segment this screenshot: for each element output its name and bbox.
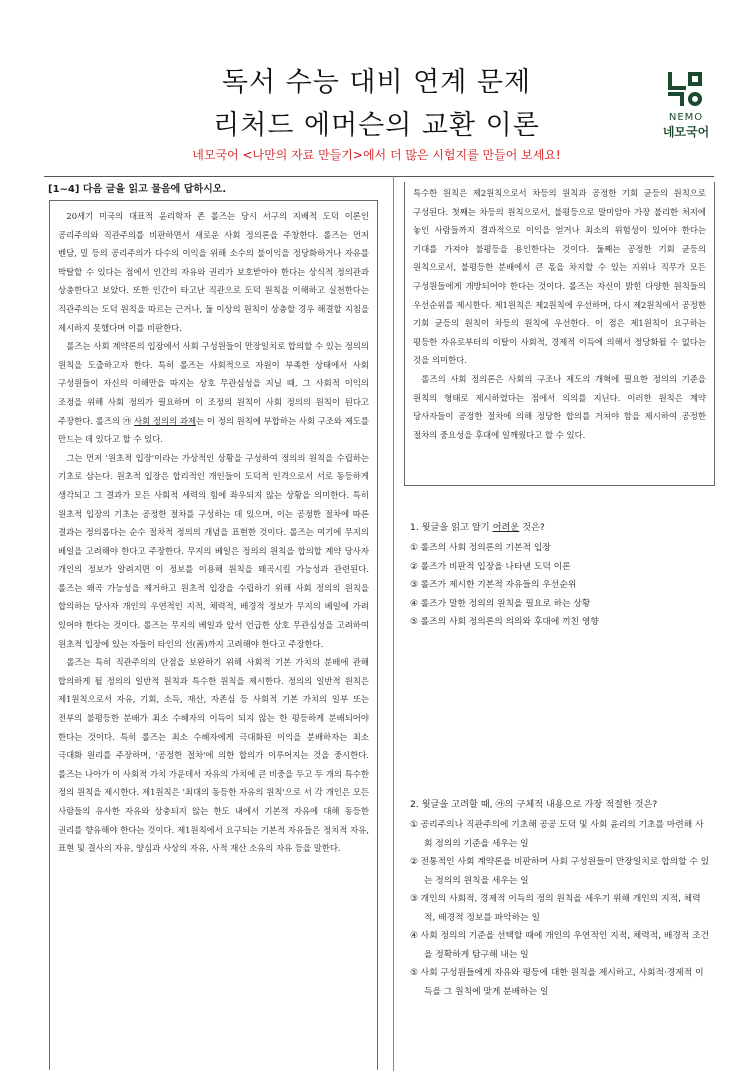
question-1-option-2[interactable]: ② 롤즈가 비판적 입장을 나타낸 도덕 이론 [410,561,571,572]
question-2-option-1[interactable]: ① 공리주의나 직관주의에 기초해 공공 도덕 및 사회 윤리의 기초를 마련해 사회 정의의 기준을 세우는 일 [410,820,704,849]
nemo-logo [654,70,718,140]
question-1-option-4[interactable]: ④ 롤즈가 말한 정의의 원칙을 필요로 하는 상황 [410,598,591,609]
question-2-option-4[interactable]: ④ 사회 정의의 기준을 선택할 때에 개인의 우연적인 지적, 체력적, 배경적 조건을 정확하게 탐구해 내는 일 [410,931,710,960]
passage-paragraph-5: 특수한 원칙은 제2원칙으로서 차등의 원칙과 공정한 기회 균등의 원칙으로 구성된다. 첫째는 차등의 원칙으로서, 불평등으로 말미암아 가장 불리한 처지에 놓인 사람들까지 결과적으로 이익을 얻거나 최소의 위험성이 있어야 한다는 기대를 가져야 불평등을 용인한다는 것이다. 둘째는 공정한 기회 균등의 원칙으로서, 불평등한 분배에서 큰 몫을 차지할 수 있는 지위나 직무가 모든 구성원들에게 개방되어야 한다는 것이다. 롤즈는 자신이 밝힌 다양한 원칙들의 우선순위를 제시한다. 제1원칙은 제2원칙에 우선하며, 다시 제2원칙에서 공정한 기회 균등의 원칙이 차등의 원칙에 우선한다. 이 점은 제1원칙이 요구하는 평등한 자유로부터의 이탈이 사회적, 경제적 이득에 의해서 정당화될 수 없다는 것을 의미한다. [413,188,706,366]
passage-box-right [404,182,715,486]
logo-text-en: NEMO [668,112,704,123]
underlined-phrase-ga: 사회 정의의 과제 [133,415,197,426]
passage-paragraph-1: 20세기 미국의 대표적 윤리학자 존 롤즈는 당시 서구의 지배적 도덕 이론인 공리주의와 직관주의를 비판하면서 새로운 사회 정의론을 주창한다. 롤즈는 먼저 벤담, 밀 등의 공리주의가 다수의 이익을 위해 소수의 불이익을 정당화하거나 자유를 박탈할 수 있다는 점에서 인간의 자유와 권리가 보호받아야 한다는 상식적 정의관과 상충한다고 보았다. 또한 인간이 타고난 직관으로 도덕 원칙을 이해하고 실천한다는 직관주의는 도덕 원칙을 따르는 근거나, 둘 이상의 원칙이 상충할 경우 해결할 지침을 제시하지 못했다며 이를 비판한다. [58,211,369,333]
question-1-option-1[interactable]: ① 롤즈의 사회 정의론의 기본적 입장 [410,543,551,553]
question-1-option-5[interactable]: ⑤ 롤즈의 사회 정의론의 의의와 후대에 끼친 영향 [410,617,599,627]
question-2-option-3[interactable]: ③ 개인의 사회적, 경제적 이득의 정의 원칙을 세우기 위해 개인의 지적, 체력적, 배경적 정보를 파악하는 일 [410,894,701,923]
passage-paragraph-2: 롤즈는 사회 계약론의 입장에서 사회 구성원들이 만장일치로 합의할 수 있는 정의의 원칙을 도출하고자 한다. 특히 롤즈는 사회적으로 자원이 부족한 상태에서 사회 구성원들이 자신의 이해만을 따지는 상호 무관심성을 지닐 때, 그 사회적 이익의 조정을 위해 사회 정의가 필요하며 이 조정의 원칙이 사회 정의의 원칙이 된다고 주장한다. 롤즈의 ㉮ 사회 정의의 과제는 이 정의 원칙에 부합하는 사회 구조와 제도를 만드는 데 있다고 할 수 있다. [58,341,369,445]
page-subtitle-title: 리처드 에머슨의 교환 이론 [213,110,540,141]
passage-paragraph-3: 그는 먼저 '원초적 입장'이라는 가상적인 상황을 구성하여 정의의 원칙을 수립하는 기초로 삼는다. 원초적 입장은 합리적인 개인들이 도덕적 인격으로서 서로 동등하게 생각되고 그 결과가 모든 사회적 세력의 힘에 좌우되지 않는 상황을 의미한다. 특히 원초적 입장의 기초는 공정한 절차를 구성하는 데 있으며, 이는 공정한 절차에 따른 결과는 정의롭다는 순수 절차적 정의의 개념을 표현한 것이다. 롤즈는 여기에 무지의 베일을 고려해야 한다고 주장한다. 무지의 베일은 정의의 원칙을 합의할 계약 당사자 개인의 정보가 알려지면 이 정보를 이용해 원칙을 왜곡시킬 가능성과 관련된다. 롤즈는 왜곡 가능성을 제거하고 원초적 입장을 수립하기 위해 사회 정의의 원칙을 합의하는 당사자 개인의 우연적인 지적, 체력적, 배경적 정보가 무지의 베일에 가려 있어야 한다는 것이다. 롤즈는 무지의 베일과 앞서 언급한 상호 무관심성을 고려하여 원초적 입장에 있는 자들이 타인의 선(善)까지 고려해야 한다고 주장한다. [58,452,369,649]
question-1-option-3[interactable]: ③ 롤즈가 제시한 기본적 자유들의 우선순위 [410,580,577,590]
top-divider [44,176,714,177]
passage-paragraph-4: 롤즈는 특히 직관주의의 단점을 보완하기 위해 사회적 기본 가치의 분배에 관해 합의하게 될 정의의 일반적 원칙과 특수한 원칙을 제시한다. 정의의 일반적 원칙은 제1원칙으로서 자유, 기회, 소득, 재산, 자존심 등 사회적 기본 가치의 일부 또는 전부의 불평등한 분배가 최소 수혜자의 이득이 되지 않는 한 평등하게 분배되어야 한다는 것이다. 특히 롤즈는 최소 수혜자에게 극대화된 이익을 분배하자는 최소 극대화 원리를 주장하며, '공정한 절차'에 의한 합의가 이루어지는 것을 중시한다. 롤즈는 나아가 이 사회적 가치 가운데서 자유의 가치에 큰 비중을 두고 두 개의 특수한 정의 원칙을 제시한다. 제1원칙은 '최대의 동등한 자유의 원칙'으로 서 각 개인은 모든 사람들의 유사한 자유와 상충되지 않는 한도 내에서 기본적 자유에 대해 동등한 권리를 향유해야 한다는 것이다. 제1원칙에서 요구되는 기본적 자유들은 정치적 자유, 표현 및 결사의 자유, 양심과 사상의 자유, 사적 재산 소유의 자유 등을 말한다. [58,657,369,854]
passage-box-left [49,200,378,1070]
question-2-option-5[interactable]: ⑤ 사회 구성원들에게 자유와 평등에 대한 원칙을 제시하고, 사회적·경제적 이득을 그 원칙에 맞게 분배하는 일 [410,968,704,997]
nemo-logo-icon [666,70,706,110]
logo-text-ko: 네모국어 [662,125,710,139]
page-title: 독서 수능 대비 연계 문제 [221,67,532,98]
title-block [0,60,753,142]
question-2-option-2[interactable]: ② 전통적인 사회 계약론을 비판하며 사회 구성원들이 만장일치로 합의할 수 있는 정의의 원칙을 세우는 일 [410,857,710,886]
question-2 [410,796,710,1001]
question-1-stem: 1. 윗글을 읽고 알기 어려운 것은? [410,522,545,533]
question-1 [410,519,710,632]
instruction: [1~4] 다음 글을 읽고 물음에 답하시오. [48,184,227,195]
column-divider [393,176,394,1071]
passage-paragraph-6: 롤즈의 사회 정의론은 사회의 구조나 제도의 개혁에 필요한 정의의 기준을 원칙의 형태로 제시하였다는 점에서 의의를 지닌다. 이러한 원칙은 계약 당사자들이 공정한 절차에 의해 정당한 합의를 거쳐야 함을 제시하여 공정한 절차의 중요성을 후대에 일깨웠다고 할 수 있다. [413,373,706,440]
promo-subtitle: 네모국어 <나만의 자료 만들기>에서 더 많은 시험지를 만들어 보세요! [192,148,561,162]
question-2-stem: 2. 윗글을 고려할 때, ㉮의 구체적 내용으로 가장 적절한 것은? [410,799,658,810]
